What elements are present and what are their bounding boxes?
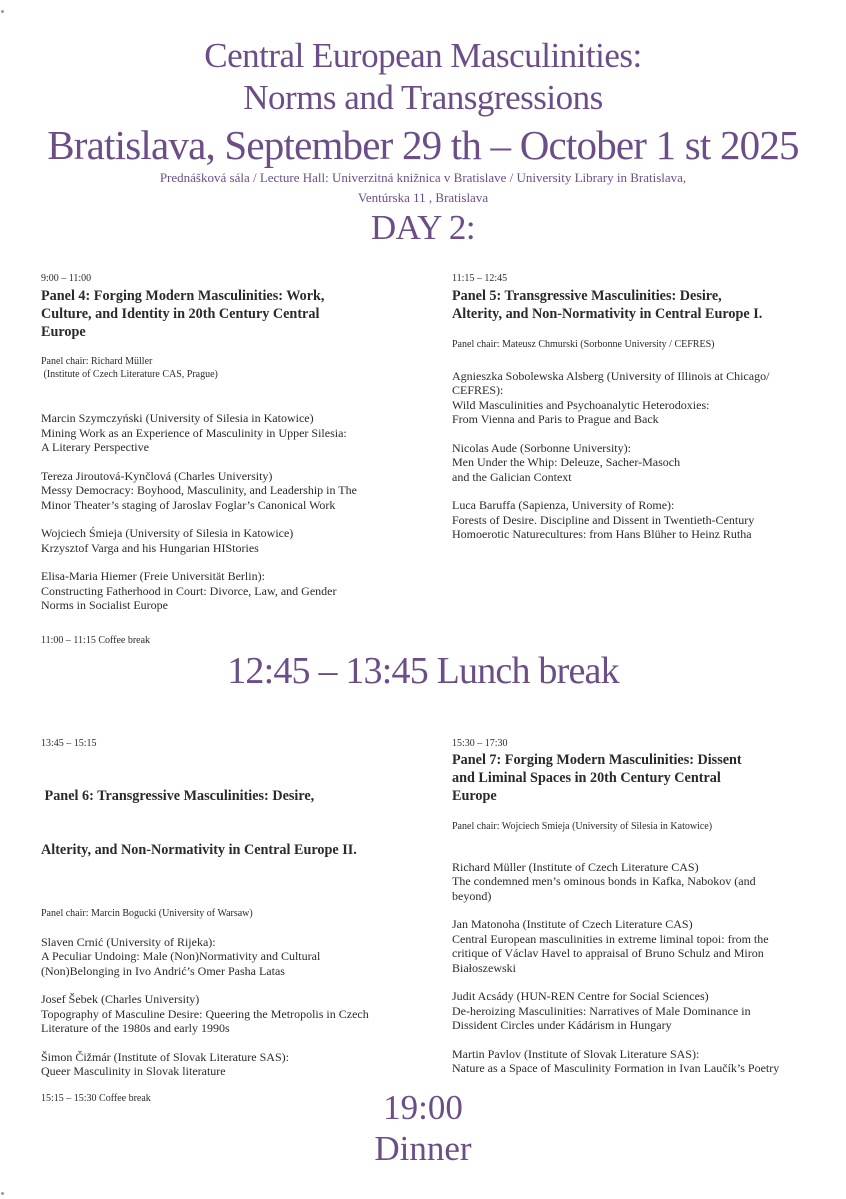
panel-title-line: Europe	[41, 324, 86, 340]
talk-line: Literature of the 1980s and early 1990s	[41, 1021, 230, 1035]
talk-line: Wojciech Śmieja (University of Silesia in Katowice)	[41, 526, 294, 540]
talk-line: beyond)	[452, 888, 492, 903]
talk-line: Tereza Jiroutová-Kynčlová (Charles University)	[41, 468, 273, 483]
talk	[41, 1050, 416, 1079]
talk	[452, 1047, 822, 1076]
talk-line: Judit Acsády (HUN-REN Centre for Social Sciences)	[452, 989, 709, 1003]
talk-line: Białoszewski	[452, 960, 516, 975]
panel-title-line: Panel 7: Forging Modern Masculinities: Dissent	[452, 752, 742, 768]
talk	[452, 860, 822, 904]
coffee-break: 11:00 – 11:15 Coffee break	[41, 634, 151, 646]
panel-title-line: Panel 4: Forging Modern Masculinities: Work,	[41, 288, 325, 304]
talk-line: Elisa-Maria Hiemer (Freie Universität Berlin):	[41, 569, 265, 583]
venue-line: Prednášková sála / Lecture Hall: Univerzitná knižnica v Bratislave / University Library in Bratislava,	[159, 170, 687, 185]
venue	[0, 168, 846, 208]
panel-title	[41, 751, 416, 895]
talk	[452, 369, 822, 427]
panel-title	[452, 287, 822, 323]
talk	[452, 989, 822, 1033]
panel-chair: Panel chair: Wojciech Smieja (University of Silesia in Katowice)	[452, 821, 713, 832]
talk-line: Josef Šebek (Charles University)	[41, 992, 200, 1006]
talk-line: Nature as a Space of Masculinity Formation in Ivan Laučík’s Poetry	[452, 1061, 780, 1075]
talk-line: Constructing Fatherhood in Court: Divorce, Law, and Gender	[41, 583, 337, 598]
talk-line: Norms in Socialist Europe	[41, 598, 168, 612]
panel-time: 9:00 – 11:00	[41, 273, 92, 284]
talk-line: Nicolas Aude (Sorbonne University):	[452, 440, 631, 455]
event-title-line-2: Norms and Transgressions	[243, 78, 603, 117]
panel-title	[41, 287, 416, 341]
talk-line: Central European masculinities in extreme liminal topoi: from the	[452, 931, 769, 946]
talk-line: Wild Masculinities and Psychoanalytic Heterodoxies:	[452, 397, 710, 412]
talk-line: Forests of Desire. Discipline and Dissent in Twentieth-Century	[452, 512, 755, 527]
talk-line: Topography of Masculine Desire: Queering the Metropolis in Czech	[41, 1006, 369, 1021]
talk-line: Luca Baruffa (Sapienza, University of Rome):	[452, 498, 675, 512]
chair-line: (Institute of Czech Literature CAS, Prague)	[41, 368, 218, 380]
talk	[41, 411, 416, 455]
panel-6	[41, 738, 416, 1105]
panel-chair: Panel chair: Marcin Bogucki (University of Warsaw)	[41, 908, 253, 919]
talk-line: A Literary Perspective	[41, 440, 149, 454]
talk-line: Mining Work as an Experience of Masculinity in Upper Silesia:	[41, 425, 347, 440]
talk	[452, 498, 822, 542]
talk-line: Men Under the Whip: Deleuze, Sacher-Masoch	[452, 455, 681, 469]
talk	[452, 441, 822, 485]
talk	[41, 469, 416, 513]
panel-7	[452, 738, 822, 1076]
talk-line: Slaven Crnić (University of Rijeka):	[41, 934, 216, 949]
talk-line: and the Galician Context	[452, 469, 572, 484]
talk-line: Homoerotic Naturecultures: from Hans Blüher to Heinz Rutha	[452, 527, 752, 541]
event-dates: Bratislava, September 29 th – October 1 st 2025	[47, 122, 799, 168]
panel-chair: Panel chair: Mateusz Chmurski (Sorbonne University / CEFRES)	[452, 339, 715, 350]
lunch-break: 12:45 – 13:45 Lunch break	[227, 650, 619, 692]
talk-line: Marcin Szymczyński (University of Silesia in Katowice)	[41, 411, 314, 425]
talk-line: CEFRES):	[452, 383, 504, 397]
panel-title-line: and Liminal Spaces in 20th Century Central	[452, 770, 721, 786]
talk-line: (Non)Belonging in Ivo Andrić’s Omer Pasha Latas	[41, 963, 285, 978]
panel-time: 15:30 – 17:30	[452, 738, 508, 749]
panel-title-line: Europe	[452, 788, 497, 804]
talk-line: Minor Theater’s staging of Jaroslav Foglar’s Canonical Work	[41, 497, 336, 512]
talk-line: Krzysztof Varga and his Hungarian HIStories	[41, 540, 259, 555]
talk	[41, 569, 416, 613]
day-heading: DAY 2:	[370, 208, 476, 247]
talk-line: Martin Pavlov (Institute of Slovak Literature SAS):	[452, 1046, 700, 1061]
panel-chair	[41, 356, 416, 381]
panel-title-line: Panel 6: Transgressive Masculinities: Desire,	[41, 788, 315, 804]
talk-line: Queer Masculinity in Slovak literature	[41, 1064, 226, 1078]
panel-5	[452, 273, 822, 542]
panel-title-line: Alterity, and Non-Normativity in Central Europe II.	[41, 842, 357, 858]
panel-time: 11:15 – 12:45	[452, 273, 508, 284]
corner-mark	[1, 10, 4, 13]
talk-line: critique of Václav Havel to appraisal of Bruno Schulz and Miron	[452, 946, 764, 960]
panel-4	[41, 273, 416, 647]
dinner-label: Dinner	[374, 1129, 472, 1168]
talk-line: Agnieszka Sobolewska Alsberg (University of Illinois at Chicago/	[452, 368, 770, 383]
talk-line: From Vienna and Paris to Prague and Back	[452, 412, 659, 426]
venue-line: Ventúrska 11 , Bratislava	[357, 190, 489, 205]
panel-title-line: Panel 5: Transgressive Masculinities: Desire,	[452, 288, 722, 304]
panel-title-line: Alterity, and Non-Normativity in Central Europe I.	[452, 306, 763, 322]
talk	[41, 935, 416, 979]
corner-mark	[1, 1192, 4, 1195]
talk	[452, 917, 822, 975]
talk-line: De-heroizing Masculinities: Narratives of Male Dominance in	[452, 1003, 751, 1018]
talk	[41, 992, 416, 1036]
panel-title	[452, 751, 822, 805]
dinner-time: 19:00	[383, 1088, 463, 1127]
panel-time: 13:45 – 15:15	[41, 738, 97, 749]
talk-line: Dissident Circles under Kádárism in Hungary	[452, 1018, 672, 1032]
chair-line: Panel chair: Richard Müller	[41, 356, 153, 367]
talk-line: Jan Matonoha (Institute of Czech Literature CAS)	[452, 917, 693, 931]
talk-line: The condemned men’s ominous bonds in Kafka, Nabokov (and	[452, 874, 756, 888]
talk-line: Šimon Čižmár (Institute of Slovak Literature SAS):	[41, 1049, 289, 1064]
event-title-line-1: Central European Masculinities:	[204, 36, 642, 75]
panel-title-line: Culture, and Identity in 20th Century Central	[41, 306, 320, 322]
talk-line: A Peculiar Undoing: Male (Non)Normativity and Cultural	[41, 949, 321, 963]
coffee-break: 15:15 – 15:30 Coffee break	[41, 1092, 151, 1104]
talk-line: Messy Democracy: Boyhood, Masculinity, and Leadership in The	[41, 483, 357, 497]
talk-line: Richard Müller (Institute of Czech Literature CAS)	[452, 859, 699, 874]
talk	[41, 526, 416, 555]
